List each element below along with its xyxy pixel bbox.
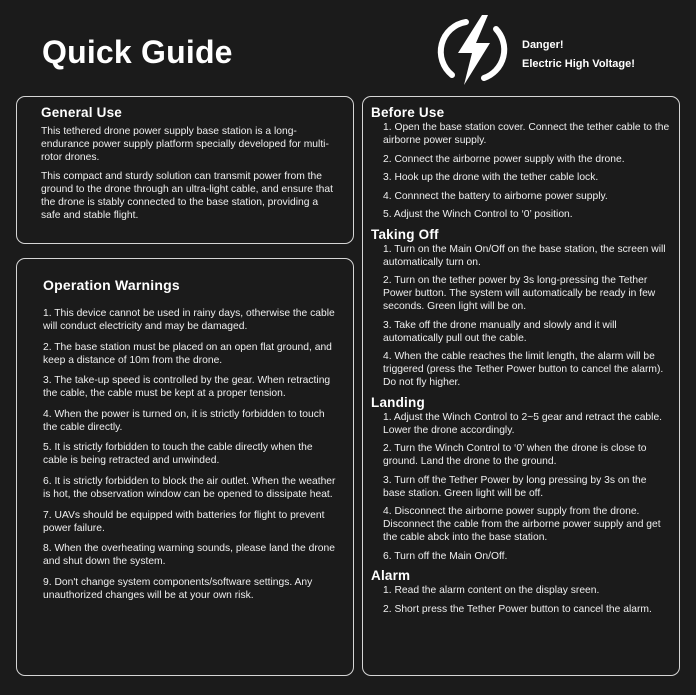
- taking-off-step: 1. Turn on the Main On/Off on the base station, the screen will automatically turn on.: [383, 243, 666, 268]
- page-title: Quick Guide: [42, 34, 233, 70]
- danger-line-1: Danger!: [522, 39, 564, 51]
- before-use-step: 4. Connnect the battery to airborne power supply.: [383, 190, 608, 202]
- taking-off-section: [371, 227, 671, 390]
- alarm-step: 1. Read the alarm content on the display sreen.: [383, 585, 600, 596]
- danger-warning: [522, 36, 635, 74]
- warning-item: 6. It is strictly forbidden to block the air outlet. When the weather is hot, the observation window can be opened to dissipate heat.: [43, 475, 336, 500]
- warning-item: 8. When the overheating warning sounds, please land the drone and shut down the system.: [43, 543, 335, 568]
- general-use-heading: General Use: [41, 105, 122, 120]
- warning-item: 5. It is strictly forbidden to touch the cable directly when the cable is being retracted and unwinded.: [43, 442, 313, 467]
- alarm-step: 2. Short press the Tether Power button to cancel the alarm.: [383, 603, 652, 615]
- landing-section: [371, 395, 671, 563]
- alarm-heading: Alarm: [371, 568, 411, 583]
- taking-off-heading: Taking Off: [371, 226, 439, 242]
- taking-off-step: 4. When the cable reaches the limit length, the alarm will be triggered (press the Tether Power button to cancel the alarm). Do not fly higher.: [383, 351, 664, 388]
- warning-item: 3. The take-up speed is controlled by the gear. When retracting the cable, the cable must be kept at a proper tension.: [43, 375, 331, 400]
- landing-step: 2. Turn the Winch Control to ‘0’ when the drone is close to ground. Land the drone to the ground.: [383, 443, 647, 467]
- before-use-heading: Before Use: [371, 105, 445, 120]
- general-use-panel: [16, 96, 354, 244]
- before-use-step: 3. Hook up the drone with the tether cable lock.: [383, 172, 599, 183]
- warning-item: 2. The base station must be placed on an open flat ground, and keep a distance of 10m from the drone.: [43, 341, 332, 366]
- warning-item: 1. This device cannot be used in rainy days, otherwise the cable will conduct electricity and may be damaged.: [43, 308, 335, 332]
- before-use-step: 2. Connect the airborne power supply with the drone.: [383, 153, 625, 165]
- landing-step: 3. Turn off the Tether Power by long pressing by 3s on the base station. Green light will be off.: [383, 474, 647, 499]
- danger-line-2: Electric High Voltage!: [522, 58, 635, 70]
- taking-off-step: 2. Turn on the tether power by 3s long-pressing the Tether Power button. The system will automatically be ready in few seconds. Green light will be on.: [383, 275, 656, 312]
- warning-item: 4. When the power is turned on, it is strictly forbidden to touch the cable directly.: [43, 408, 325, 433]
- lightning-bolt-icon: [436, 13, 510, 87]
- before-use-step: 1. Open the base station cover. Connect the tether cable to the airborne power supply.: [383, 122, 670, 146]
- operation-warnings-heading: Operation Warnings: [43, 277, 180, 293]
- before-use-section: [371, 105, 671, 221]
- general-use-paragraph: This tethered drone power supply base station is a long-endurance power supply platform specially developed for multi-rotor drones.: [41, 126, 329, 163]
- procedures-panel: [362, 96, 680, 676]
- landing-step: 4. Disconnect the airborne power supply from the drone. Disconnect the cable from the airborne power supply and get the cable abck into the base station.: [383, 506, 661, 543]
- alarm-section: [371, 568, 671, 616]
- landing-heading: Landing: [371, 394, 425, 410]
- warning-item: 7. UAVs should be equipped with batteries for flight to prevent power failure.: [43, 509, 325, 534]
- warning-item: 9. Don't change system components/software settings. Any unauthorized changes will be at your own risk.: [43, 576, 313, 601]
- taking-off-step: 3. Take off the drone manually and slowly and it will automatically pull out the cable.: [383, 319, 617, 344]
- landing-step: 1. Adjust the Winch Control to 2~5 gear and retract the cable. Lower the drone accordingly.: [383, 411, 663, 436]
- before-use-step: 5. Adjust the Winch Control to ‘0’ position.: [383, 209, 573, 220]
- general-use-paragraph: This compact and sturdy solution can transmit power from the ground to the drone through an ultra-light cable, and ensure that the drone is stably connected to the base station, providing a safe and stable flight.: [41, 171, 333, 221]
- landing-step: 6. Turn off the Main On/Off.: [383, 550, 508, 562]
- operation-warnings-panel: [16, 258, 354, 676]
